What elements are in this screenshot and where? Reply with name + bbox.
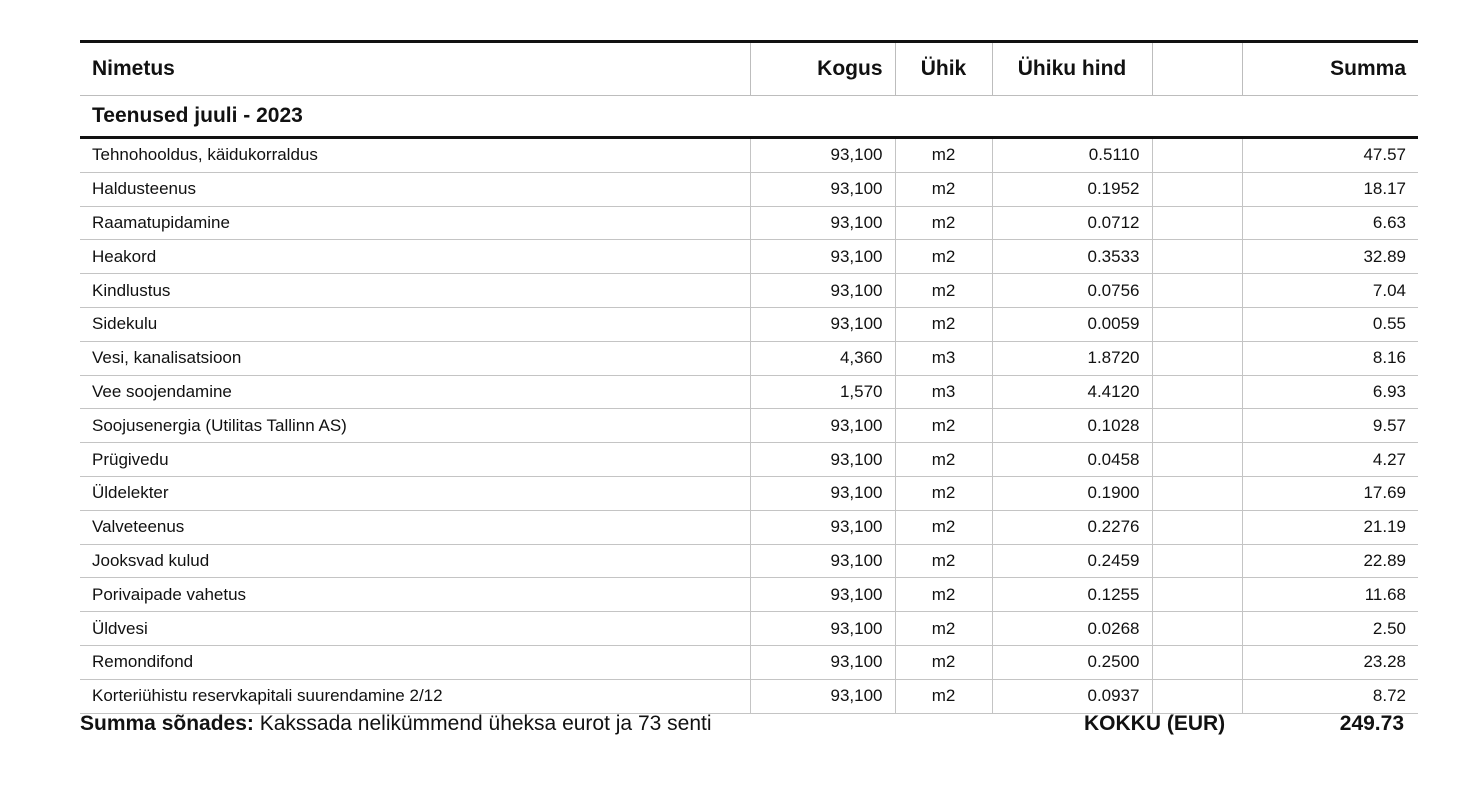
header-quantity: Kogus (750, 42, 895, 96)
invoice-footer (80, 712, 1418, 742)
cell-quantity: 93,100 (750, 645, 895, 679)
cell-unit: m2 (895, 240, 992, 274)
cell-unit-price: 0.0059 (992, 307, 1152, 341)
table-row (80, 240, 1418, 274)
table-row (80, 206, 1418, 240)
cell-sum: 23.28 (1242, 645, 1418, 679)
cell-unit: m2 (895, 679, 992, 713)
cell-sum: 32.89 (1242, 240, 1418, 274)
cell-quantity: 1,570 (750, 375, 895, 409)
table-row (80, 138, 1418, 173)
cell-extra (1152, 612, 1242, 646)
cell-quantity: 93,100 (750, 409, 895, 443)
cell-sum: 11.68 (1242, 578, 1418, 612)
header-unit-price: Ühiku hind (992, 42, 1152, 96)
cell-quantity: 93,100 (750, 679, 895, 713)
cell-unit: m2 (895, 409, 992, 443)
cell-sum: 21.19 (1242, 510, 1418, 544)
table-row (80, 341, 1418, 375)
cell-quantity: 4,360 (750, 341, 895, 375)
sum-in-words (80, 712, 712, 736)
cell-quantity: 93,100 (750, 172, 895, 206)
cell-extra (1152, 138, 1242, 173)
cell-quantity: 93,100 (750, 510, 895, 544)
cell-unit: m2 (895, 138, 992, 173)
cell-extra (1152, 274, 1242, 308)
cell-unit: m2 (895, 172, 992, 206)
table-row (80, 679, 1418, 713)
sum-in-words-label: Summa sõnades: (80, 712, 254, 735)
header-extra (1152, 42, 1242, 96)
cell-name: Raamatupidamine (80, 206, 750, 240)
cell-unit-price: 0.3533 (992, 240, 1152, 274)
cell-unit: m2 (895, 206, 992, 240)
cell-name: Vesi, kanalisatsioon (80, 341, 750, 375)
cell-sum: 0.55 (1242, 307, 1418, 341)
section-title: Teenused juuli - 2023 (80, 96, 1418, 138)
cell-extra (1152, 375, 1242, 409)
table-row (80, 172, 1418, 206)
cell-unit: m2 (895, 645, 992, 679)
cell-extra (1152, 240, 1242, 274)
total-value: 249.73 (1339, 712, 1404, 735)
table-row (80, 578, 1418, 612)
cell-extra (1152, 409, 1242, 443)
cell-unit-price: 0.2276 (992, 510, 1152, 544)
table-row (80, 274, 1418, 308)
table-row (80, 612, 1418, 646)
cell-name: Üldvesi (80, 612, 750, 646)
cell-unit: m2 (895, 544, 992, 578)
cell-unit-price: 0.0756 (992, 274, 1152, 308)
cell-unit-price: 0.5110 (992, 138, 1152, 173)
cell-unit-price: 0.1255 (992, 578, 1152, 612)
cell-extra (1152, 645, 1242, 679)
cell-sum: 7.04 (1242, 274, 1418, 308)
cell-quantity: 93,100 (750, 240, 895, 274)
cell-unit: m2 (895, 443, 992, 477)
cell-unit: m2 (895, 612, 992, 646)
cell-sum: 18.17 (1242, 172, 1418, 206)
cell-sum: 22.89 (1242, 544, 1418, 578)
cell-extra (1152, 341, 1242, 375)
cell-name: Valveteenus (80, 510, 750, 544)
cell-extra (1152, 510, 1242, 544)
cell-name: Remondifond (80, 645, 750, 679)
cell-quantity: 93,100 (750, 544, 895, 578)
cell-unit-price: 0.2500 (992, 645, 1152, 679)
cell-name: Porivaipade vahetus (80, 578, 750, 612)
cell-unit-price: 0.0458 (992, 443, 1152, 477)
table-row (80, 409, 1418, 443)
cell-name: Tehnohooldus, käidukorraldus (80, 138, 750, 173)
cell-sum: 6.63 (1242, 206, 1418, 240)
cell-unit-price: 0.1900 (992, 476, 1152, 510)
cell-name: Kindlustus (80, 274, 750, 308)
cell-unit: m2 (895, 307, 992, 341)
cell-sum: 8.72 (1242, 679, 1418, 713)
header-sum: Summa (1242, 42, 1418, 96)
cell-name: Haldusteenus (80, 172, 750, 206)
cell-extra (1152, 679, 1242, 713)
cell-name: Korteriühistu reservkapitali suurendamine 2/12 (80, 679, 750, 713)
cell-unit-price: 0.0712 (992, 206, 1152, 240)
table-row (80, 510, 1418, 544)
cell-name: Vee soojendamine (80, 375, 750, 409)
cell-unit: m2 (895, 476, 992, 510)
table-body (80, 138, 1418, 714)
cell-sum: 8.16 (1242, 341, 1418, 375)
cell-unit: m3 (895, 341, 992, 375)
cell-sum: 4.27 (1242, 443, 1418, 477)
cell-name: Soojusenergia (Utilitas Tallinn AS) (80, 409, 750, 443)
cell-quantity: 93,100 (750, 206, 895, 240)
cell-unit-price: 0.1028 (992, 409, 1152, 443)
cell-extra (1152, 476, 1242, 510)
cell-name: Heakord (80, 240, 750, 274)
cell-quantity: 93,100 (750, 612, 895, 646)
cell-unit-price: 0.2459 (992, 544, 1152, 578)
table-row (80, 375, 1418, 409)
header-unit: Ühik (895, 42, 992, 96)
cell-quantity: 93,100 (750, 476, 895, 510)
cell-extra (1152, 443, 1242, 477)
table-row (80, 476, 1418, 510)
cell-extra (1152, 578, 1242, 612)
cell-quantity: 93,100 (750, 443, 895, 477)
cell-quantity: 93,100 (750, 274, 895, 308)
cell-quantity: 93,100 (750, 578, 895, 612)
cell-unit-price: 0.0268 (992, 612, 1152, 646)
header-name: Nimetus (80, 42, 750, 96)
cell-extra (1152, 206, 1242, 240)
cell-unit-price: 4.4120 (992, 375, 1152, 409)
cell-sum: 2.50 (1242, 612, 1418, 646)
cell-quantity: 93,100 (750, 307, 895, 341)
cell-unit: m3 (895, 375, 992, 409)
cell-unit-price: 1.8720 (992, 341, 1152, 375)
cell-unit: m2 (895, 578, 992, 612)
section-row (80, 96, 1418, 138)
cell-name: Üldelekter (80, 476, 750, 510)
cell-name: Prügivedu (80, 443, 750, 477)
invoice-sheet (80, 40, 1418, 714)
cell-quantity: 93,100 (750, 138, 895, 173)
cell-unit: m2 (895, 510, 992, 544)
table-row (80, 307, 1418, 341)
cell-name: Sidekulu (80, 307, 750, 341)
cell-unit: m2 (895, 274, 992, 308)
table-row (80, 544, 1418, 578)
cell-sum: 9.57 (1242, 409, 1418, 443)
invoice-table (80, 40, 1418, 714)
table-row (80, 443, 1418, 477)
cell-sum: 6.93 (1242, 375, 1418, 409)
sum-in-words-value: Kakssada nelikümmend üheksa eurot ja 73 senti (259, 712, 712, 735)
cell-sum: 47.57 (1242, 138, 1418, 173)
cell-unit-price: 0.0937 (992, 679, 1152, 713)
cell-extra (1152, 544, 1242, 578)
table-header-row (80, 42, 1418, 96)
cell-extra (1152, 172, 1242, 206)
cell-unit-price: 0.1952 (992, 172, 1152, 206)
cell-name: Jooksvad kulud (80, 544, 750, 578)
total-label: KOKKU (EUR) (1084, 712, 1226, 735)
cell-sum: 17.69 (1242, 476, 1418, 510)
table-row (80, 645, 1418, 679)
cell-extra (1152, 307, 1242, 341)
